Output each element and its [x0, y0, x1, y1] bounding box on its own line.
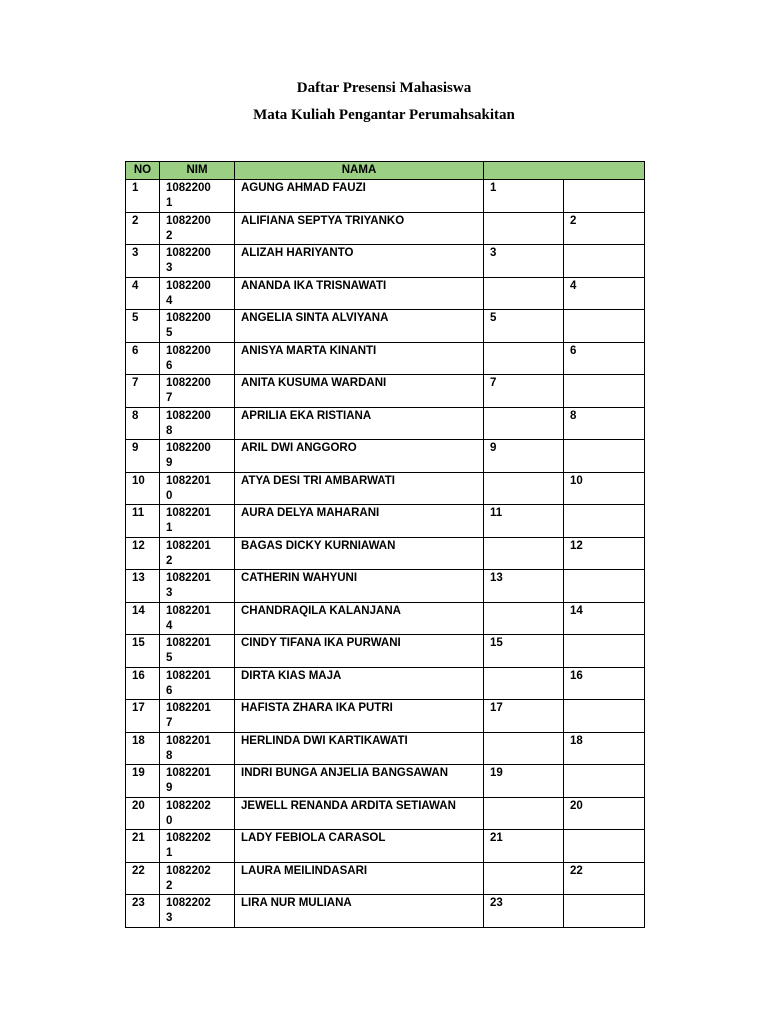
row-nim: 1082200 6 — [160, 342, 235, 375]
row-name: HERLINDA DWI KARTIKAWATI — [235, 732, 484, 765]
row-name: APRILIA EKA RISTIANA — [235, 407, 484, 440]
row-name: INDRI BUNGA ANJELIA BANGSAWAN — [235, 765, 484, 798]
row-signature-left: 9 — [484, 440, 564, 473]
row-signature-left: 17 — [484, 700, 564, 733]
row-signature-left: 15 — [484, 635, 564, 668]
row-signature-right: 2 — [564, 212, 645, 245]
row-number: 23 — [126, 895, 160, 928]
table-row — [126, 472, 645, 505]
row-nim: 1082200 2 — [160, 212, 235, 245]
row-number: 4 — [126, 277, 160, 310]
row-signature-left — [484, 212, 564, 245]
row-signature-left — [484, 472, 564, 505]
document-subtitle: Mata Kuliah Pengantar Perumahsakitan — [253, 107, 515, 123]
table-row — [126, 797, 645, 830]
row-signature-right: 4 — [564, 277, 645, 310]
row-nim: 1082200 9 — [160, 440, 235, 473]
header-nim: NIM — [160, 162, 235, 180]
table-row — [126, 440, 645, 473]
row-number: 2 — [126, 212, 160, 245]
table-row — [126, 862, 645, 895]
table-row — [126, 830, 645, 863]
row-name: CINDY TIFANA IKA PURWANI — [235, 635, 484, 668]
row-nim: 1082201 4 — [160, 602, 235, 635]
row-signature-left: 5 — [484, 310, 564, 343]
row-name: ANGELIA SINTA ALVIYANA — [235, 310, 484, 343]
table-row — [126, 570, 645, 603]
row-nim: 1082201 7 — [160, 700, 235, 733]
row-number: 7 — [126, 375, 160, 408]
header-signature — [484, 162, 645, 180]
row-signature-left — [484, 342, 564, 375]
row-name: ANITA KUSUMA WARDANI — [235, 375, 484, 408]
row-nim: 1082202 3 — [160, 895, 235, 928]
row-number: 11 — [126, 505, 160, 538]
row-name: AURA DELYA MAHARANI — [235, 505, 484, 538]
row-number: 21 — [126, 830, 160, 863]
row-signature-left: 19 — [484, 765, 564, 798]
row-signature-left: 11 — [484, 505, 564, 538]
row-signature-right — [564, 440, 645, 473]
row-nim: 1082202 1 — [160, 830, 235, 863]
table-row — [126, 277, 645, 310]
table-header-row — [126, 162, 645, 180]
row-name: ATYA DESI TRI AMBARWATI — [235, 472, 484, 505]
row-name: DIRTA KIAS MAJA — [235, 667, 484, 700]
row-number: 17 — [126, 700, 160, 733]
row-nim: 1082200 7 — [160, 375, 235, 408]
row-number: 3 — [126, 245, 160, 278]
header-no: NO — [126, 162, 160, 180]
table-row — [126, 180, 645, 213]
table-row — [126, 212, 645, 245]
row-number: 10 — [126, 472, 160, 505]
row-signature-right — [564, 700, 645, 733]
row-signature-left — [484, 732, 564, 765]
row-nim: 1082200 3 — [160, 245, 235, 278]
row-name: CATHERIN WAHYUNI — [235, 570, 484, 603]
row-name: ARIL DWI ANGGORO — [235, 440, 484, 473]
table-row — [126, 667, 645, 700]
row-nim: 1082202 0 — [160, 797, 235, 830]
row-signature-right: 8 — [564, 407, 645, 440]
row-name: JEWELL RENANDA ARDITA SETIAWAN — [235, 797, 484, 830]
row-signature-right — [564, 245, 645, 278]
row-number: 8 — [126, 407, 160, 440]
attendance-table — [125, 161, 645, 928]
row-nim: 1082201 9 — [160, 765, 235, 798]
row-signature-left — [484, 862, 564, 895]
row-nim: 1082201 0 — [160, 472, 235, 505]
table-row — [126, 765, 645, 798]
table-row — [126, 537, 645, 570]
table-row — [126, 635, 645, 668]
row-name: LAURA MEILINDASARI — [235, 862, 484, 895]
row-nim: 1082200 4 — [160, 277, 235, 310]
row-nim: 1082200 5 — [160, 310, 235, 343]
row-number: 12 — [126, 537, 160, 570]
row-number: 1 — [126, 180, 160, 213]
table-row — [126, 375, 645, 408]
row-number: 9 — [126, 440, 160, 473]
row-name: ALIFIANA SEPTYA TRIYANKO — [235, 212, 484, 245]
row-signature-right: 12 — [564, 537, 645, 570]
row-name: LIRA NUR MULIANA — [235, 895, 484, 928]
row-signature-right — [564, 375, 645, 408]
table-row — [126, 310, 645, 343]
row-nim: 1082200 1 — [160, 180, 235, 213]
row-number: 15 — [126, 635, 160, 668]
row-signature-left: 23 — [484, 895, 564, 928]
table-row — [126, 602, 645, 635]
row-nim: 1082201 2 — [160, 537, 235, 570]
header-nama: NAMA — [235, 162, 484, 180]
row-name: ANISYA MARTA KINANTI — [235, 342, 484, 375]
row-number: 13 — [126, 570, 160, 603]
row-nim: 1082200 8 — [160, 407, 235, 440]
row-name: LADY FEBIOLA CARASOL — [235, 830, 484, 863]
row-signature-left: 13 — [484, 570, 564, 603]
row-signature-left — [484, 667, 564, 700]
row-signature-left — [484, 602, 564, 635]
row-name: BAGAS DICKY KURNIAWAN — [235, 537, 484, 570]
row-signature-left: 7 — [484, 375, 564, 408]
table-row — [126, 407, 645, 440]
row-signature-right: 16 — [564, 667, 645, 700]
row-signature-right — [564, 505, 645, 538]
row-signature-right — [564, 765, 645, 798]
row-signature-right: 18 — [564, 732, 645, 765]
row-nim: 1082201 5 — [160, 635, 235, 668]
row-signature-right: 20 — [564, 797, 645, 830]
row-signature-right: 14 — [564, 602, 645, 635]
row-nim: 1082201 8 — [160, 732, 235, 765]
row-nim: 1082201 6 — [160, 667, 235, 700]
row-signature-left — [484, 797, 564, 830]
row-number: 22 — [126, 862, 160, 895]
table-row — [126, 505, 645, 538]
row-name: ALIZAH HARIYANTO — [235, 245, 484, 278]
row-signature-left — [484, 407, 564, 440]
row-name: ANANDA IKA TRISNAWATI — [235, 277, 484, 310]
row-number: 5 — [126, 310, 160, 343]
row-name: AGUNG AHMAD FAUZI — [235, 180, 484, 213]
table-row — [126, 700, 645, 733]
row-signature-right — [564, 895, 645, 928]
row-signature-right — [564, 830, 645, 863]
row-nim: 1082201 3 — [160, 570, 235, 603]
row-signature-right: 6 — [564, 342, 645, 375]
table-row — [126, 342, 645, 375]
row-signature-right — [564, 180, 645, 213]
row-signature-left — [484, 277, 564, 310]
row-signature-left: 3 — [484, 245, 564, 278]
row-nim: 1082201 1 — [160, 505, 235, 538]
row-signature-right — [564, 570, 645, 603]
table-row — [126, 245, 645, 278]
row-signature-left: 1 — [484, 180, 564, 213]
row-name: CHANDRAQILA KALANJANA — [235, 602, 484, 635]
row-signature-right: 22 — [564, 862, 645, 895]
row-signature-right — [564, 310, 645, 343]
row-number: 6 — [126, 342, 160, 375]
row-number: 19 — [126, 765, 160, 798]
row-signature-right: 10 — [564, 472, 645, 505]
row-signature-left: 21 — [484, 830, 564, 863]
document-title: Daftar Presensi Mahasiswa — [296, 80, 472, 96]
row-nim: 1082202 2 — [160, 862, 235, 895]
row-number: 14 — [126, 602, 160, 635]
row-number: 16 — [126, 667, 160, 700]
row-number: 20 — [126, 797, 160, 830]
row-signature-right — [564, 635, 645, 668]
table-row — [126, 732, 645, 765]
table-row — [126, 895, 645, 928]
row-signature-left — [484, 537, 564, 570]
row-name: HAFISTA ZHARA IKA PUTRI — [235, 700, 484, 733]
row-number: 18 — [126, 732, 160, 765]
